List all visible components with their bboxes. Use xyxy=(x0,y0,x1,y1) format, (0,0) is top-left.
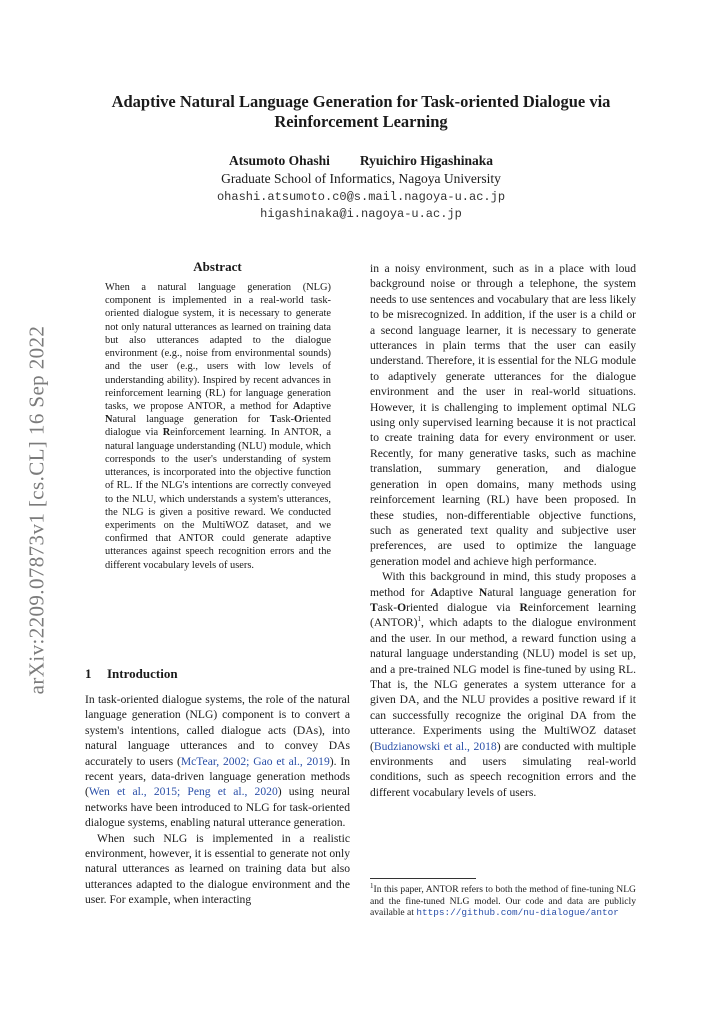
text-run: atural language generation for xyxy=(487,585,636,599)
acronym-letter: O xyxy=(397,600,407,614)
arxiv-identifier-stamp xyxy=(22,320,52,700)
acronym-letter: T xyxy=(269,414,277,426)
citation-separator: ; xyxy=(177,785,188,799)
footnote-text: In this paper, ANTOR refers to both the method of fine-tuning NLG and the fine-tuned NLG model. Our code and data are publicly available at xyxy=(370,884,636,919)
acronym-letter: N xyxy=(478,585,488,599)
acronym-letter: O xyxy=(294,414,303,426)
author-name: Atsumoto Ohashi xyxy=(228,153,330,168)
citation-link[interactable]: Wen et al., 2015 xyxy=(88,785,178,799)
footnote xyxy=(370,881,636,919)
title-line-2: Reinforcement Learning xyxy=(274,112,448,131)
text-run: riented dialogue via xyxy=(406,600,520,614)
author-list xyxy=(85,152,637,170)
text-run: With this background in mind, this study proposes a method for xyxy=(370,570,636,599)
acronym-letter: N xyxy=(105,414,113,426)
arxiv-stamp-text: arXiv:2209.07873v1 [cs.CL] 16 Sep 2022 xyxy=(24,325,49,695)
paragraph xyxy=(85,692,350,831)
text-run: ) are conducted with multiple environments and users simulating real-world conditions, such as speech recognition errors and the different vocabulary levels of users. xyxy=(370,739,636,799)
text-run: ). In recent years, data-driven language generation methods ( xyxy=(85,754,351,799)
abstract-text-part: atural language generation for xyxy=(112,414,270,426)
paragraph: in a noisy environment, such as in a place with loud background noise or through a telephone, the system needs to use sentences and vocabulary that are less likely to be misrecognized. In addition, if the user is a child or a second language learner, it is necessary to generate utterances in plain terms that the user can easily understand. Therefore, it is essential for the NLG module to adaptively generate utterances for the dialogue environment and the user in real-world situations. However, it is challenging to implement optimal NLG using only supervised learning because it is not practical to create training data for every environment or user. Recently, for many generative tasks, such as machine translation, summary generation, and dialogue generation in open domains, many methods using reinforcement learning (RL) have been proposed. In these studies, non-differentiable objective functions, such as generated text quality and subjective user preferences, are used to optimize the language generation model and achieve high performance. xyxy=(370,262,636,568)
paragraph: When such NLG is implemented in a realistic environment, however, it is essential to generate not only natural utterances as learned on training data but also utterances adapted to the dialogue environment and the user. For example, when interacting xyxy=(85,831,350,907)
right-column-body xyxy=(370,261,636,800)
acronym-letter: R xyxy=(519,600,528,614)
footnote-marker[interactable]: 1 xyxy=(417,615,421,624)
citation-link[interactable]: McTear, 2002 xyxy=(180,754,247,768)
acronym-letter: A xyxy=(430,585,439,599)
citation-link[interactable]: Peng et al., 2020 xyxy=(187,785,278,799)
abstract-text-part: riented dialogue via xyxy=(105,414,331,439)
text-run: ask- xyxy=(377,600,398,614)
section-heading xyxy=(85,666,350,682)
author-name: Ryuichiro Higashinaka xyxy=(359,153,494,168)
left-column-body xyxy=(85,692,350,908)
acronym-letter: R xyxy=(162,427,171,439)
author-email: higashinaka@i.nagoya-u.ac.jp xyxy=(260,207,462,221)
section-title: Introduction xyxy=(107,666,178,681)
text-run: In task-oriented dialogue systems, the role of the natural language generation (NLG) component is to convert a system's intentions, called dialogue acts (DAs), into natural language utterances and to convey DAs accurately to users ( xyxy=(85,693,350,768)
abstract-text-part: When a natural language generation (NLG) component is implemented in a real-world task-oriented dialogue system, it is necessary to generate not only natural utterances as learned on training data but also utterances adapted to the dialogue environment (e.g., noise from environmental sounds) and the user (e.g., users with low levels of understanding ability). Inspired by recent advances in reinforcement learning (RL) for language generation tasks, we propose ANTOR, a method for xyxy=(105,282,331,412)
footnote-divider xyxy=(370,878,476,879)
abstract-text xyxy=(105,281,331,572)
abstract-text-part: daptive xyxy=(300,400,331,412)
citation-separator: ; xyxy=(246,754,254,768)
repository-link[interactable]: https://github.com/nu-dialogue/antor xyxy=(416,907,619,919)
author-email: ohashi.atsumoto.c0@s.mail.nagoya-u.ac.jp xyxy=(216,190,506,204)
text-run: einforcement learning (ANTOR) xyxy=(370,600,636,630)
title-line-1: Adaptive Natural Language Generation for Task-oriented Dialogue via xyxy=(111,92,611,111)
paper-title xyxy=(85,92,637,132)
section-number: 1 xyxy=(85,666,92,681)
paragraph xyxy=(370,569,636,800)
footnote-number: 1 xyxy=(370,881,374,890)
abstract-text-part: einforcement learning. In ANTOR, a natural language understanding (NLU) module, which corresponds to the user's understanding of system utterances, is incorporated into the objective function of RL. If the NLG's intentions are correctly conveyed to the NLU, which understands a system's utterances, the NLG is given a positive reward. We conducted experiments on the MultiWOZ dataset, and we confirmed that ANTOR could generate adaptive utterances against speech recognition errors and the different vocabulary levels of users. xyxy=(105,427,332,571)
text-run: ) using neural networks have been introduced to NLG for task-oriented dialogue systems, enabling natural utterance generation. xyxy=(85,785,351,830)
acronym-letter: T xyxy=(370,600,378,614)
abstract-heading: Abstract xyxy=(193,259,242,274)
text-run: daptive xyxy=(438,585,479,599)
citation-link[interactable]: Gao et al., 2019 xyxy=(253,754,330,768)
abstract-text-part: ask- xyxy=(276,414,295,426)
acronym-letter: A xyxy=(292,400,301,412)
text-run: , which adapts to the dialogue environment and the user. In our method, a reward function using a natural language understanding (NLU) model is set up, and a pre-trained NLG model is fine-tuned by using RL. That is, the NLG generates a system utterance for a given DA, and the NLU provides a positive reward if it can successfully recognize the original DA from the utterance. Experiments using the MultiWOZ dataset ( xyxy=(370,616,636,753)
citation-link[interactable]: Budzianowski et al., 2018 xyxy=(373,739,497,753)
author-affiliation: Graduate School of Informatics, Nagoya University xyxy=(221,171,501,186)
